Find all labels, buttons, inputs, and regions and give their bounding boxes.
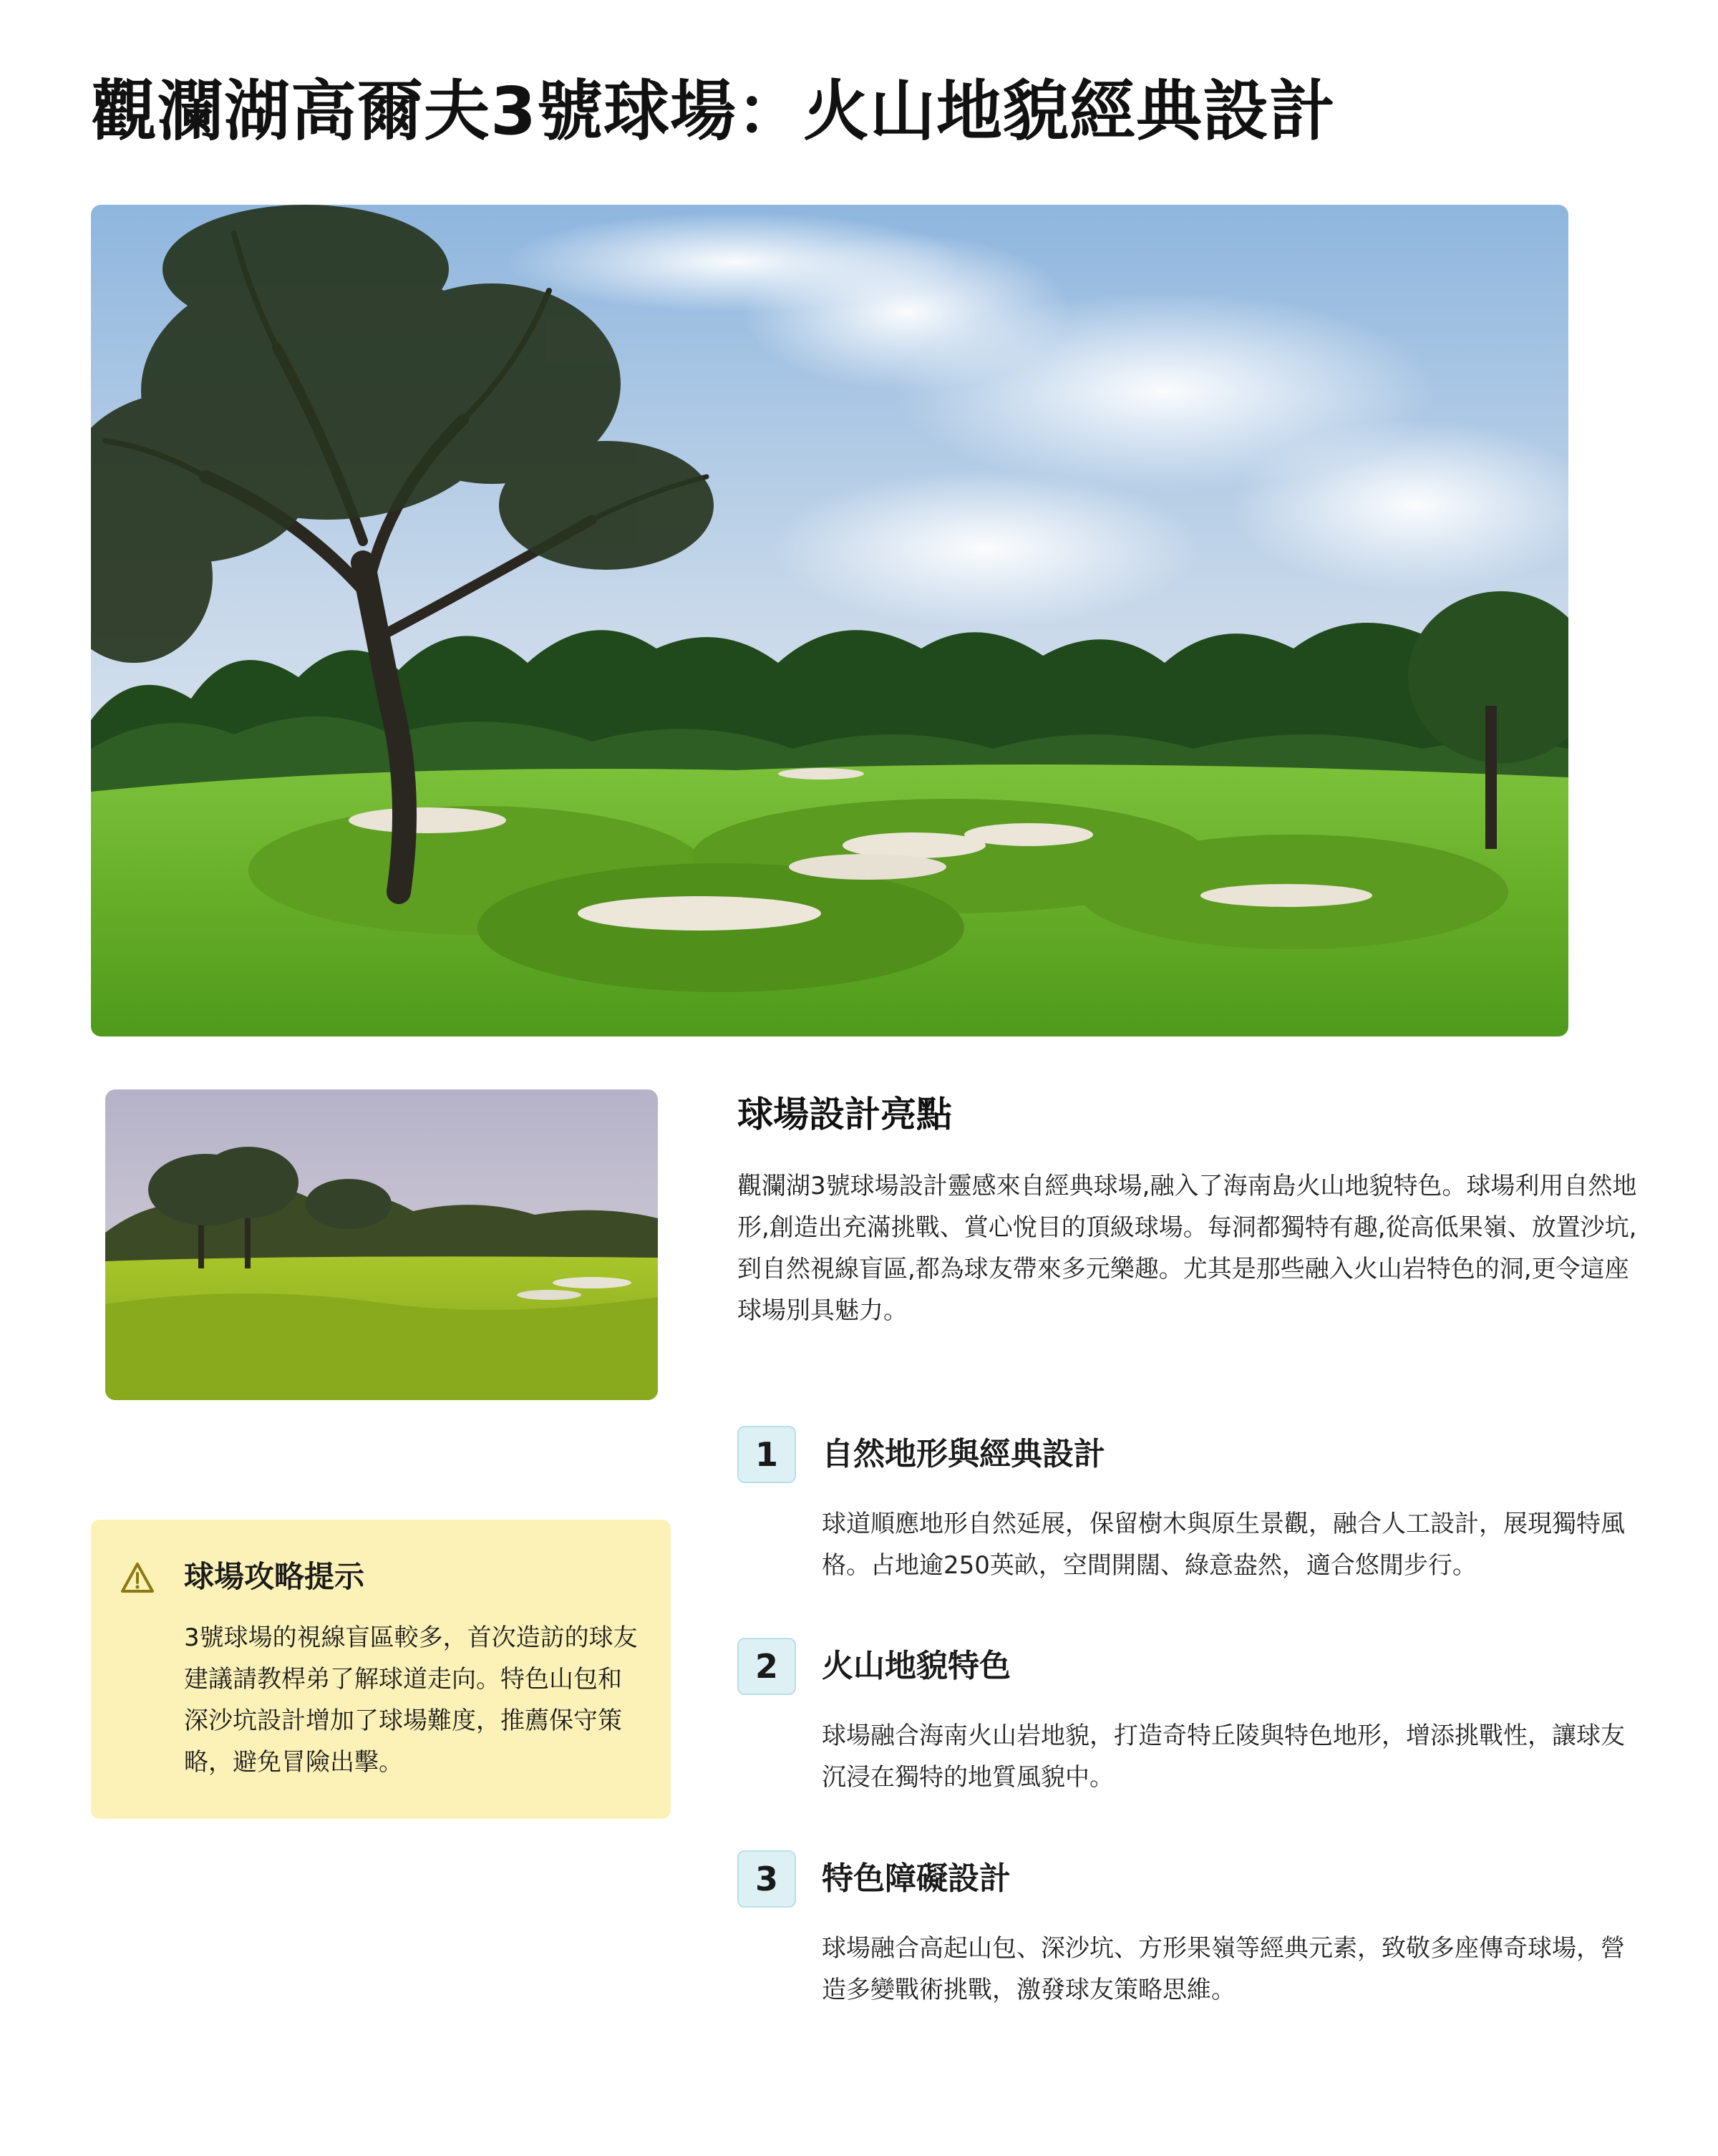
feature-number-badge: 1 — [737, 1426, 796, 1483]
tips-box — [91, 1520, 671, 1819]
highlights-intro: 觀瀾湖3號球場設計靈感來自經典球場,融入了海南島火山地貌特色。球場利用自然地形,創造出充滿挑戰、賞心悅目的頂級球場。每洞都獨特有趣,從高低果嶺、放置沙坑,到自然視線盲區,都為球友帶來多元樂趣。尤其是那些融入火山岩特色的洞,更令這座球場別具魅力。 — [737, 1172, 1637, 1325]
page-title: 觀瀾湖高爾夫3號球場：火山地貌經典設計 — [91, 73, 1336, 150]
feature-description: 球場融合高起山包、深沙坑、方形果嶺等經典元素，致敬多座傳奇球場，營造多變戰術挑戰，激發球友策略思維。 — [822, 1934, 1625, 2004]
tips-body: 3號球場的視線盲區較多，首次造訪的球友建議請教桿弟了解球道走向。特色山包和深沙坑設計增加了球場難度，推薦保守策略，避免冒險出擊。 — [184, 1623, 638, 1777]
feature-description: 球場融合海南火山岩地貌，打造奇特丘陵與特色地形，增添挑戰性，讓球友沉浸在獨特的地質風貌中。 — [822, 1722, 1625, 1792]
hero-image — [91, 205, 1568, 1036]
warning-icon — [120, 1561, 155, 1594]
feature-title: 火山地貌特色 — [822, 1648, 1011, 1684]
feature-title: 特色障礙設計 — [822, 1860, 1011, 1897]
secondary-image — [105, 1089, 658, 1400]
feature-number-badge: 3 — [737, 1850, 796, 1908]
feature-number-badge: 2 — [737, 1638, 796, 1695]
feature-title: 自然地形與經典設計 — [822, 1436, 1105, 1472]
feature-description: 球道順應地形自然延展，保留樹木與原生景觀，融合人工設計，展現獨特風格。占地逾250英畝，空間開闊、綠意盎然，適合悠閒步行。 — [822, 1510, 1625, 1580]
highlights-heading: 球場設計亮點 — [737, 1094, 952, 1135]
tips-title: 球場攻略提示 — [184, 1559, 365, 1594]
